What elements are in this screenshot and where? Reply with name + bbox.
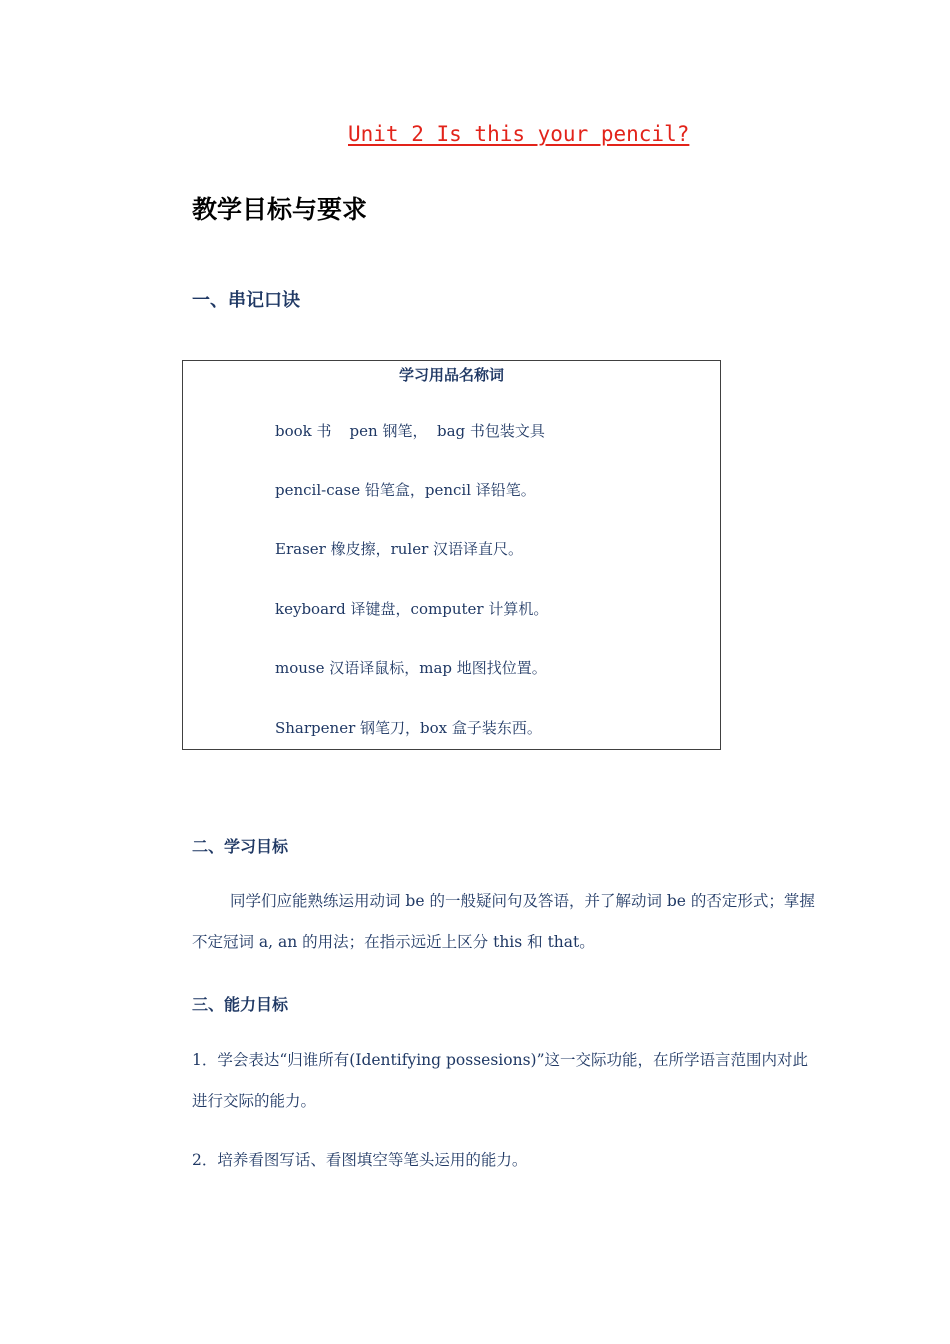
main-heading: 教学目标与要求 — [192, 195, 368, 224]
rhyme-line: keyboard 译键盘，computer 计算机。 — [275, 600, 549, 618]
vocabulary-rhyme-box — [182, 360, 721, 750]
rhyme-line: Sharpener 钢笔刀，box 盒子装东西。 — [275, 719, 542, 737]
ability-goal-item: 1．学会表达“归谁所有(Identifying possesions)”这一交际功能，在所学语言范围内对此进行交际的能力。 — [192, 1051, 808, 1110]
rhyme-line-part: pen 钢笔， — [349, 422, 428, 440]
rhyme-line-part: bag 书包装文具 — [437, 422, 545, 440]
learning-goal-paragraph: 同学们应能熟练运用动词 be 的一般疑问句及答语，并了解动词 be 的否定形式；掌握不定冠词 a, an 的用法；在指示远近上区分 this 和 that。 — [192, 892, 815, 951]
rhyme-line: pencil-case 铅笔盒，pencil 译铅笔。 — [275, 481, 536, 499]
section-three-heading: 三、能力目标 — [192, 995, 289, 1014]
rhyme-line: Eraser 橡皮擦，ruler 汉语译直尺。 — [275, 540, 524, 558]
rhyme-line: mouse 汉语译鼠标，map 地图找位置。 — [275, 659, 547, 677]
rhyme-line — [275, 420, 545, 441]
rhyme-line-part: book 书 — [275, 422, 332, 440]
section-one-heading: 一、串记口诀 — [192, 290, 300, 311]
section-two-heading: 二、学习目标 — [192, 837, 289, 856]
ability-goal-item: 2．培养看图写话、看图填空等笔头运用的能力。 — [192, 1151, 528, 1169]
rhyme-box-title: 学习用品名称词 — [398, 366, 504, 384]
document-title: Unit 2 Is this your pencil? — [348, 122, 690, 146]
